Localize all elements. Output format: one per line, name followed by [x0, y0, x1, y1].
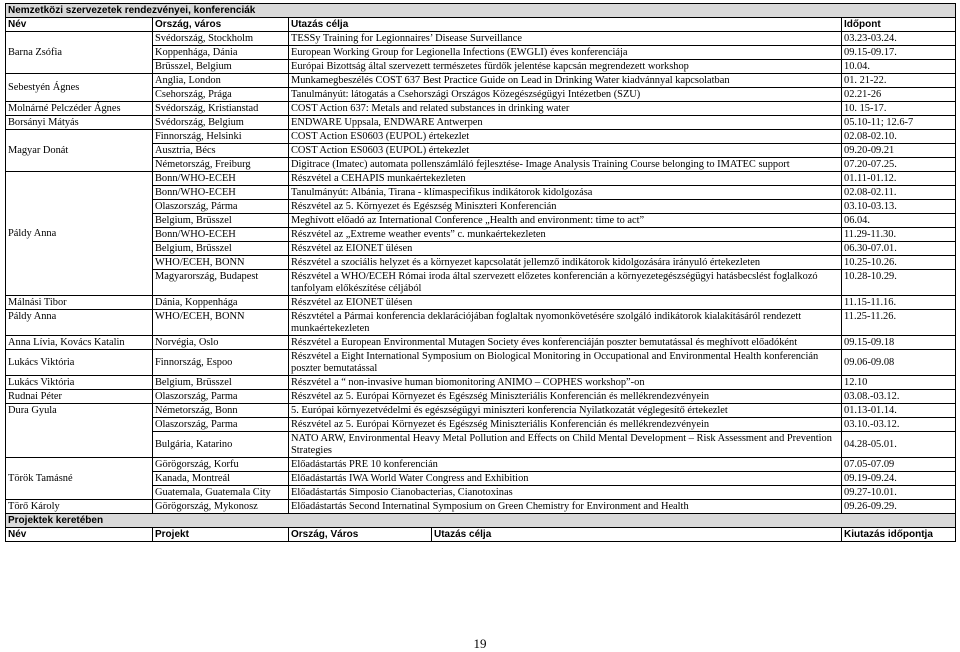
- place-cell: Magyarország, Budapest: [153, 270, 289, 296]
- date-cell: 01. 21-22.: [842, 74, 956, 88]
- person-name: Borsányi Mátyás: [6, 116, 153, 130]
- purpose-cell: Részvétel az 5. Környezet és Egészség Miniszteri Konferencián: [289, 200, 842, 214]
- person-name: Molnárné Pelczéder Ágnes: [6, 102, 153, 116]
- table-row: [6, 116, 956, 130]
- place-cell: Dánia, Koppenhága: [153, 296, 289, 310]
- page-number: 19: [473, 636, 487, 651]
- person-name: Magyar Donát: [6, 130, 153, 172]
- place-cell: Csehország, Prága: [153, 88, 289, 102]
- date-cell: 02.08-02.11.: [842, 186, 956, 200]
- place-cell: Görögország, Korfu: [153, 458, 289, 472]
- date-cell: 10.25-10.26.: [842, 256, 956, 270]
- header-purpose: Utazás célja: [432, 528, 842, 542]
- place-cell: Kanada, Montreál: [153, 472, 289, 486]
- date-cell: 10.04.: [842, 60, 956, 74]
- date-cell: 09.19-09.24.: [842, 472, 956, 486]
- date-cell: 09.20-09.21: [842, 144, 956, 158]
- place-cell: Ausztria, Bécs: [153, 144, 289, 158]
- purpose-cell: COST Action ES0603 (EUPOL) értekezlet: [289, 130, 842, 144]
- projects-table: [5, 513, 956, 542]
- purpose-cell: Részvétel az EIONET ülésen: [289, 242, 842, 256]
- person-name: Anna Lívia, Kovács Katalin: [6, 336, 153, 350]
- place-cell: Guatemala, Guatemala City: [153, 486, 289, 500]
- header-name: Név: [6, 528, 153, 542]
- person-name: Sebestyén Ágnes: [6, 74, 153, 102]
- purpose-cell: European Working Group for Legionella Infections (EWGLI) éves konferenciája: [289, 46, 842, 60]
- place-cell: Bulgária, Katarino: [153, 432, 289, 458]
- purpose-cell: COST Action 637: Metals and related substances in drinking water: [289, 102, 842, 116]
- travel-table: [5, 3, 956, 514]
- purpose-cell: TESSy Training for Legionnaires’ Disease Surveillance: [289, 32, 842, 46]
- section-title-row: [6, 4, 956, 18]
- table-row: [6, 130, 956, 144]
- person-name: Lukács Viktória: [6, 350, 153, 376]
- place-cell: Németország, Bonn: [153, 404, 289, 418]
- purpose-cell: Munkamegbeszélés COST 637 Best Practice Guide on Lead in Drinking Water kiadvánnyal kapcsolatban: [289, 74, 842, 88]
- person-name: Barna Zsófia: [6, 32, 153, 74]
- person-name: Dura Gyula: [6, 404, 153, 458]
- place-cell: Bonn/WHO-ECEH: [153, 186, 289, 200]
- date-cell: 09.06-09.08: [842, 350, 956, 376]
- place-cell: Németország, Freiburg: [153, 158, 289, 172]
- person-name: Páldy Anna: [6, 310, 153, 336]
- header-place: Ország, Város: [289, 528, 432, 542]
- place-cell: Anglia, London: [153, 74, 289, 88]
- table-row: [6, 350, 956, 376]
- place-cell: Olaszország, Párma: [153, 200, 289, 214]
- purpose-cell: NATO ARW, Environmental Heavy Metal Pollution and Effects on Child Mental Development – Risk Assessment and Prevention Strategies: [289, 432, 842, 458]
- purpose-cell: Előadástartás PRE 10 konferencián: [289, 458, 842, 472]
- place-cell: Olaszország, Parma: [153, 418, 289, 432]
- purpose-cell: Meghívott előadó az International Conference „Health and environment: time to act”: [289, 214, 842, 228]
- place-cell: Svédország, Belgium: [153, 116, 289, 130]
- date-cell: 04.28-05.01.: [842, 432, 956, 458]
- table-row: [6, 458, 956, 472]
- date-cell: 05.10-11; 12.6-7: [842, 116, 956, 130]
- place-cell: Belgium, Brüsszel: [153, 242, 289, 256]
- purpose-cell: COST Action ES0603 (EUPOL) értekezlet: [289, 144, 842, 158]
- date-cell: 09.26-09.29.: [842, 500, 956, 514]
- purpose-cell: Részvtétel a Pármai konferencia deklarációjában foglaltak nyomonkövetésére szolgáló indikátorok kialakításáról rendezett munkaértekezleten: [289, 310, 842, 336]
- place-cell: Norvégia, Oslo: [153, 336, 289, 350]
- person-name: Török Tamásné: [6, 458, 153, 500]
- purpose-cell: Előadástartás Simposio Cianobacterias, Cianotoxinas: [289, 486, 842, 500]
- date-cell: 09.27-10.01.: [842, 486, 956, 500]
- table-row: [6, 336, 956, 350]
- purpose-cell: ENDWARE Uppsala, ENDWARE Antwerpen: [289, 116, 842, 130]
- date-cell: 11.15-11.16.: [842, 296, 956, 310]
- purpose-cell: Tanulmányút: Albánia, Tirana - klímaspecifikus indikátorok kidolgozása: [289, 186, 842, 200]
- table-row: [6, 310, 956, 336]
- date-cell: 02.21-26: [842, 88, 956, 102]
- header-purpose: Utazás célja: [289, 18, 842, 32]
- place-cell: Olaszország, Parma: [153, 390, 289, 404]
- place-cell: Belgium, Brüsszel: [153, 376, 289, 390]
- header-date: Kiutazás időpontja: [842, 528, 956, 542]
- table-row: [6, 102, 956, 116]
- place-cell: Svédország, Kristianstad: [153, 102, 289, 116]
- place-cell: Svédország, Stockholm: [153, 32, 289, 46]
- purpose-cell: Részvétel a CEHAPIS munkaértekezleten: [289, 172, 842, 186]
- purpose-cell: 5. Európai környezetvédelmi és egészségügyi miniszteri konferencia Nyilatkozatát véglegesítő értekezlet: [289, 404, 842, 418]
- person-name: Páldy Anna: [6, 172, 153, 296]
- date-cell: 09.15-09.17.: [842, 46, 956, 60]
- purpose-cell: Részvétel a European Environmental Mutagen Society éves konferenciáján poszter bemutatással és meghívott előadóként: [289, 336, 842, 350]
- date-cell: 06.04.: [842, 214, 956, 228]
- document-page: [5, 3, 955, 542]
- date-cell: 10. 15-17.: [842, 102, 956, 116]
- purpose-cell: Előadástartás Second Internatinal Symposium on Green Chemistry for Environment and Health: [289, 500, 842, 514]
- section-title: Projektek keretében: [6, 514, 956, 528]
- purpose-cell: Részvétel az 5. Európai Környezet és Egészség Miniszteriális Konferencián és mellékrendezvényein: [289, 418, 842, 432]
- person-name: Málnási Tibor: [6, 296, 153, 310]
- table-row: [6, 74, 956, 88]
- table-row: [6, 500, 956, 514]
- date-cell: 12.10: [842, 376, 956, 390]
- table-row: [6, 376, 956, 390]
- purpose-cell: Európai Bizottság által szervezett természetes fürdők jelentése kapcsán megrendezett workshop: [289, 60, 842, 74]
- purpose-cell: Előadástartás IWA World Water Congress and Exhibition: [289, 472, 842, 486]
- table-row: [6, 390, 956, 404]
- table-row: [6, 32, 956, 46]
- date-cell: 02.08-02.10.: [842, 130, 956, 144]
- person-name: Lukács Viktória: [6, 376, 153, 390]
- purpose-cell: Részvétel a szociális helyzet és a környezet kapcsolatát jellemző indikátorok kidolgozására irányuló értekezleten: [289, 256, 842, 270]
- place-cell: Bonn/WHO-ECEH: [153, 172, 289, 186]
- date-cell: 11.29-11.30.: [842, 228, 956, 242]
- date-cell: 01.13-01.14.: [842, 404, 956, 418]
- place-cell: Finnország, Espoo: [153, 350, 289, 376]
- header-name: Név: [6, 18, 153, 32]
- date-cell: 01.11-01.12.: [842, 172, 956, 186]
- purpose-cell: Részvétel a “ non-invasive human biomonitoring ANIMO – COPHES workshop”-on: [289, 376, 842, 390]
- purpose-cell: Részvétel a Eight International Symposium on Biological Monitoring in Occupational and Environmental Health konferencián poszter bemutatással: [289, 350, 842, 376]
- date-cell: 09.15-09.18: [842, 336, 956, 350]
- date-cell: 03.08.-03.12.: [842, 390, 956, 404]
- purpose-cell: Részvétel a WHO/ECEH Római iroda által szervezett előzetes konferencián a környezetegészségügyi hatásbecslést foglalkozó tanfolyam előkészítése céljából: [289, 270, 842, 296]
- person-name: Törő Károly: [6, 500, 153, 514]
- purpose-cell: Digitrace (Imatec) automata pollenszámláló fejlesztése- Image Analysis Training Course belonging to IMATEC support: [289, 158, 842, 172]
- place-cell: Görögország, Mykonosz: [153, 500, 289, 514]
- table-row: [6, 172, 956, 186]
- place-cell: Koppenhága, Dánia: [153, 46, 289, 60]
- place-cell: Finnország, Helsinki: [153, 130, 289, 144]
- header-row: [6, 528, 956, 542]
- date-cell: 07.20-07.25.: [842, 158, 956, 172]
- header-date: Időpont: [842, 18, 956, 32]
- purpose-cell: Részvétel az „Extreme weather events” c. munkaértekezleten: [289, 228, 842, 242]
- table-row: [6, 296, 956, 310]
- date-cell: 03.10-03.13.: [842, 200, 956, 214]
- place-cell: WHO/ECEH, BONN: [153, 310, 289, 336]
- section-title: Nemzetközi szervezetek rendezvényei, konferenciák: [6, 4, 956, 18]
- place-cell: Bonn/WHO-ECEH: [153, 228, 289, 242]
- place-cell: Belgium, Brüsszel: [153, 214, 289, 228]
- date-cell: 07.05-07.09: [842, 458, 956, 472]
- purpose-cell: Részvétel az 5. Európai Környezet és Egészség Miniszteriális Konferencián és mellékrendezvényein: [289, 390, 842, 404]
- place-cell: Brüsszel, Belgium: [153, 60, 289, 74]
- header-row: [6, 18, 956, 32]
- date-cell: 03.23-03.24.: [842, 32, 956, 46]
- date-cell: 10.28-10.29.: [842, 270, 956, 296]
- header-place: Ország, város: [153, 18, 289, 32]
- person-name: Rudnai Péter: [6, 390, 153, 404]
- place-cell: WHO/ECEH, BONN: [153, 256, 289, 270]
- purpose-cell: Tanulmányút: látogatás a Csehországi Országos Közegészségügyi Intézetben (SZU): [289, 88, 842, 102]
- section-title-row: [6, 514, 956, 528]
- date-cell: 03.10.-03.12.: [842, 418, 956, 432]
- table-row: [6, 404, 956, 418]
- purpose-cell: Részvétel az EIONET ülésen: [289, 296, 842, 310]
- header-project: Projekt: [153, 528, 289, 542]
- date-cell: 11.25-11.26.: [842, 310, 956, 336]
- date-cell: 06.30-07.01.: [842, 242, 956, 256]
